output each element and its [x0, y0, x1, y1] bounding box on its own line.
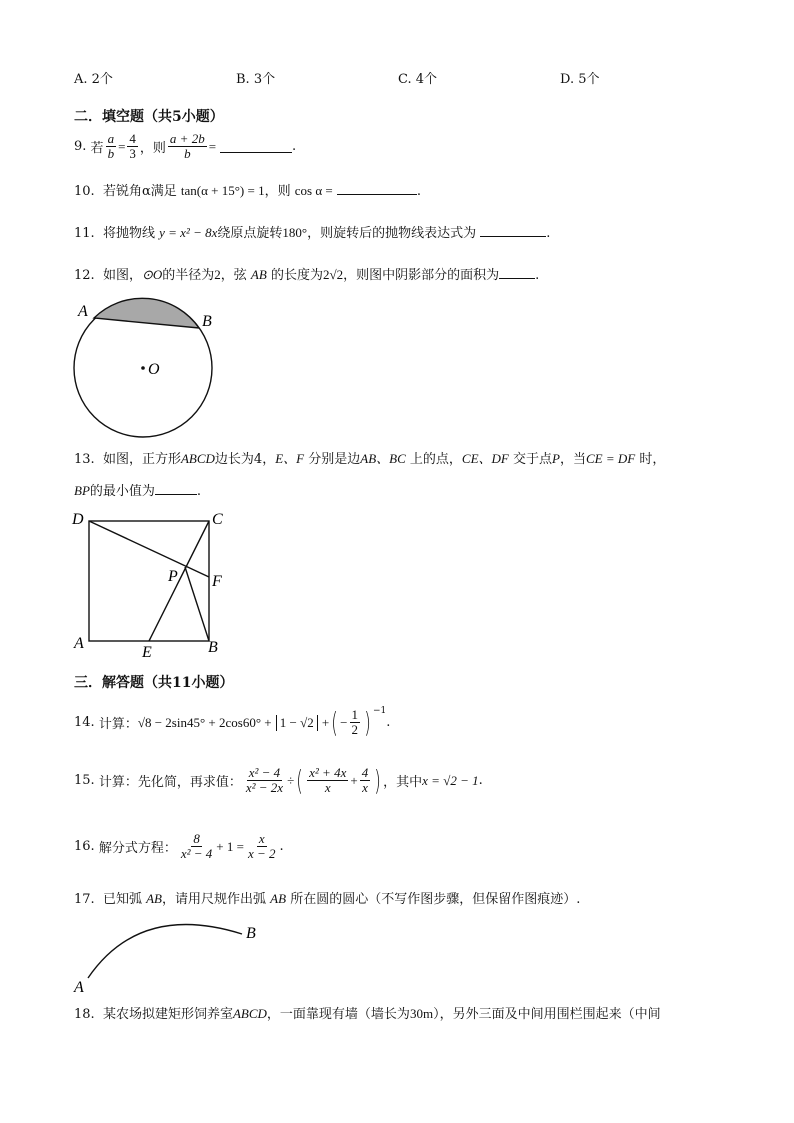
q14-paren-open: ( — [331, 706, 338, 739]
q13-p2: 上的点， — [409, 452, 462, 467]
q12-ab: AB — [250, 267, 267, 282]
fig12-center-dot — [141, 366, 145, 370]
q13-cond: CE = DF — [586, 451, 636, 466]
question-10 — [74, 180, 421, 199]
q15-f1-den: x² − 2x — [245, 780, 284, 795]
q17-post: 所在圆的圆心（不写作图步骤，但保留作图痕迹）. — [290, 892, 581, 907]
q14-2: 2 — [351, 722, 358, 737]
q15-plus: + — [350, 772, 358, 788]
option-c: C. 4个 — [398, 72, 438, 87]
fig17-label-b: B — [246, 925, 256, 942]
q10-mid: ，则 — [264, 184, 291, 199]
q14-frac-half — [350, 708, 361, 738]
q9-pre: 若 — [90, 141, 104, 157]
question-18 — [74, 1003, 661, 1022]
q16-p1: + 1 = — [216, 838, 244, 854]
q9-expr-den: b — [184, 146, 191, 162]
q11-pre: 将抛物线 — [102, 226, 155, 241]
q11-answer-blank[interactable] — [480, 224, 546, 237]
q16-f2-num: x — [258, 831, 265, 846]
q13-p1: 分别是边 — [308, 452, 361, 467]
figure-12 — [64, 296, 224, 446]
fig13-label-c: C — [212, 511, 223, 528]
q14-exp: −1 — [372, 706, 387, 716]
q14-paren-close: ) — [364, 706, 371, 739]
q15-val: x = √2 − 1 — [422, 772, 479, 788]
fig13-segment-bp — [185, 567, 209, 641]
question-14 — [74, 706, 390, 739]
q12-answer-blank[interactable] — [499, 266, 535, 279]
q13-df: DF — [491, 451, 509, 466]
q16-number: 16. — [74, 839, 95, 855]
q9-4: 4 — [129, 131, 136, 146]
q12-post: ，则图中阴影部分的面积为 — [343, 268, 500, 283]
q15-tail: . — [478, 773, 483, 788]
q14-number: 14. — [74, 715, 95, 730]
fig13-label-a: A — [74, 635, 84, 652]
section-2-title: 二．填空题（共5小题） — [74, 109, 224, 125]
question-13-line2 — [74, 480, 201, 499]
q15-f3-num: 4 — [361, 764, 369, 780]
section-3-title: 三．解答题（共11小题） — [74, 675, 234, 691]
q15-f1-num: x² − 4 — [248, 764, 281, 780]
q17-number: 17. — [74, 892, 95, 907]
fig13-label-e: E — [142, 644, 152, 661]
q11-expr: y = x² − 8x — [159, 225, 218, 240]
question-11 — [74, 222, 550, 241]
q13-tail: . — [196, 484, 202, 499]
q10-tail: . — [416, 184, 422, 199]
question-12 — [74, 264, 539, 283]
q18-len: 30m — [409, 1006, 434, 1021]
q13-abcd: ABCD — [180, 451, 215, 466]
q14-pre: 计算： — [98, 717, 138, 732]
q16-f2-den: x − 2 — [247, 846, 276, 862]
q13-line2-text: 的最小值为 — [89, 484, 155, 499]
q9-frac-43 — [127, 132, 138, 162]
question-9 — [74, 132, 296, 162]
question-15 — [74, 764, 483, 797]
fig17-label-a: A — [74, 979, 84, 996]
q15-pre: 计算：先化简，再求值： — [98, 775, 242, 790]
fig13-square — [89, 521, 209, 641]
q9-3: 3 — [129, 146, 136, 162]
q14-tail: . — [386, 715, 391, 730]
fig13-label-b: B — [208, 639, 218, 656]
q13-ce: CE、 — [461, 451, 492, 466]
q12-len-text: 的长度为 — [270, 268, 323, 283]
q17-ab: AB — [146, 891, 162, 906]
q15-paren-open: ( — [296, 764, 303, 797]
fig12-label-o: O — [148, 361, 160, 378]
q14-1: 1 — [351, 706, 358, 722]
q13-ef: E、F — [275, 451, 305, 466]
q17-mid: ，请用尺规作出弧 — [162, 892, 267, 907]
q9-b: b — [107, 146, 115, 162]
fig13-segment-df — [89, 521, 209, 577]
question-13 — [74, 448, 665, 467]
q16-frac2 — [246, 832, 278, 862]
q9-answer-blank[interactable] — [220, 140, 292, 153]
q11-post: ，则旋转后的抛物线表达式为 — [307, 226, 477, 241]
q15-frac3 — [360, 766, 371, 796]
figure-13 — [66, 504, 246, 664]
q15-f2-num: x² + 4x — [309, 764, 347, 780]
q13-ab: AB、 — [360, 451, 390, 466]
q12-circle: ⊙O — [141, 267, 163, 282]
q15-frac1 — [244, 766, 285, 796]
q10-cos: cos α = — [294, 183, 333, 198]
q12-r: 2 — [214, 267, 221, 282]
question-16 — [74, 832, 284, 862]
q13-p4: ，当 — [560, 452, 587, 467]
q16-frac1 — [179, 832, 214, 862]
q15-frac2 — [307, 766, 348, 796]
q9-frac-expr — [168, 132, 207, 162]
q11-mid: 绕原点旋转 — [217, 226, 283, 241]
q12-number: 12. — [74, 268, 95, 283]
q16-pre: 解分式方程： — [98, 841, 177, 857]
q9-eq: = — [118, 138, 126, 154]
q9-mid: ，则 — [139, 141, 166, 157]
q14-plus: + — [321, 714, 330, 730]
q11-number: 11. — [74, 226, 95, 241]
q13-answer-blank[interactable] — [155, 482, 197, 495]
q9-a: a — [107, 131, 115, 146]
q13-side: 边长为4， — [214, 452, 276, 467]
q16-f1-num: 8 — [193, 831, 200, 846]
q12-len: 2√2 — [322, 267, 344, 282]
q18-post: ），另外三面及中间用围栏围起来（中间 — [433, 1007, 661, 1022]
q9-eq2: = — [208, 138, 217, 154]
q10-tan: tan(α + 15°) = 1 — [180, 183, 265, 198]
q18-pre: 某农场拟建矩形饲养室 — [102, 1007, 233, 1022]
q13-bc: BC — [389, 451, 406, 466]
fig13-label-d: D — [72, 511, 84, 528]
option-b: B. 3个 — [236, 72, 276, 87]
option-a: A. 2个 — [74, 72, 113, 87]
q12-r-text: 的半径为 — [162, 268, 215, 283]
q16-tail: . — [279, 839, 284, 855]
q16-f1-den: x² − 4 — [180, 846, 213, 862]
fig12-label-b: B — [202, 313, 212, 330]
fig17-arc — [88, 925, 242, 978]
q11-deg: 180° — [282, 225, 308, 240]
q14-abs: 1 − √2 — [276, 715, 318, 731]
q12-chord: ，弦 — [220, 268, 247, 283]
q11-tail: . — [546, 226, 551, 241]
q10-number: 10. — [74, 184, 95, 199]
q13-p3: 交于点 — [513, 452, 553, 467]
option-d: D. 5个 — [560, 72, 600, 87]
q15-div: ÷ — [287, 772, 295, 788]
q13-number: 13. — [74, 452, 95, 467]
q15-number: 15. — [74, 773, 95, 788]
q12-tail: . — [535, 268, 540, 283]
q13-p: P — [552, 451, 560, 466]
fig12-shaded-segment — [94, 298, 199, 328]
q15-paren-close: ) — [374, 764, 381, 797]
q12-pre: 如图， — [102, 268, 142, 283]
q15-mid: ，其中 — [383, 775, 423, 790]
q18-number: 18. — [74, 1007, 95, 1022]
q9-frac-ab — [106, 132, 117, 162]
q13-bp: BP — [74, 483, 90, 498]
q18-mid: ，一面靠现有墙（墙长为 — [266, 1007, 410, 1022]
fig13-label-f: F — [212, 573, 222, 590]
figure-17 — [70, 912, 270, 996]
q18-abcd: ABCD — [232, 1006, 267, 1021]
q9-tail: . — [292, 139, 297, 155]
q10-answer-blank[interactable] — [337, 182, 417, 195]
q14-expr1: √8 − 2sin45° + 2cos60° + — [137, 714, 272, 730]
q9-expr-num: a + 2b — [169, 131, 205, 146]
q15-f3-den: x — [362, 780, 368, 795]
q17-text: 已知弧 — [102, 892, 142, 907]
q15-f2-den: x — [324, 780, 331, 795]
fig13-segment-ce — [149, 521, 209, 641]
q13-p5: 时， — [639, 452, 666, 467]
fig12-label-a: A — [78, 303, 88, 320]
fig13-label-p: P — [168, 568, 178, 585]
q13-line1: 如图，正方形 — [102, 452, 181, 467]
question-17 — [74, 888, 580, 907]
q10-pre: 若锐角α满足 — [102, 184, 177, 199]
q9-number: 9. — [74, 139, 87, 155]
q17-ab2: AB — [270, 891, 287, 906]
q14-neg: − — [340, 714, 348, 730]
